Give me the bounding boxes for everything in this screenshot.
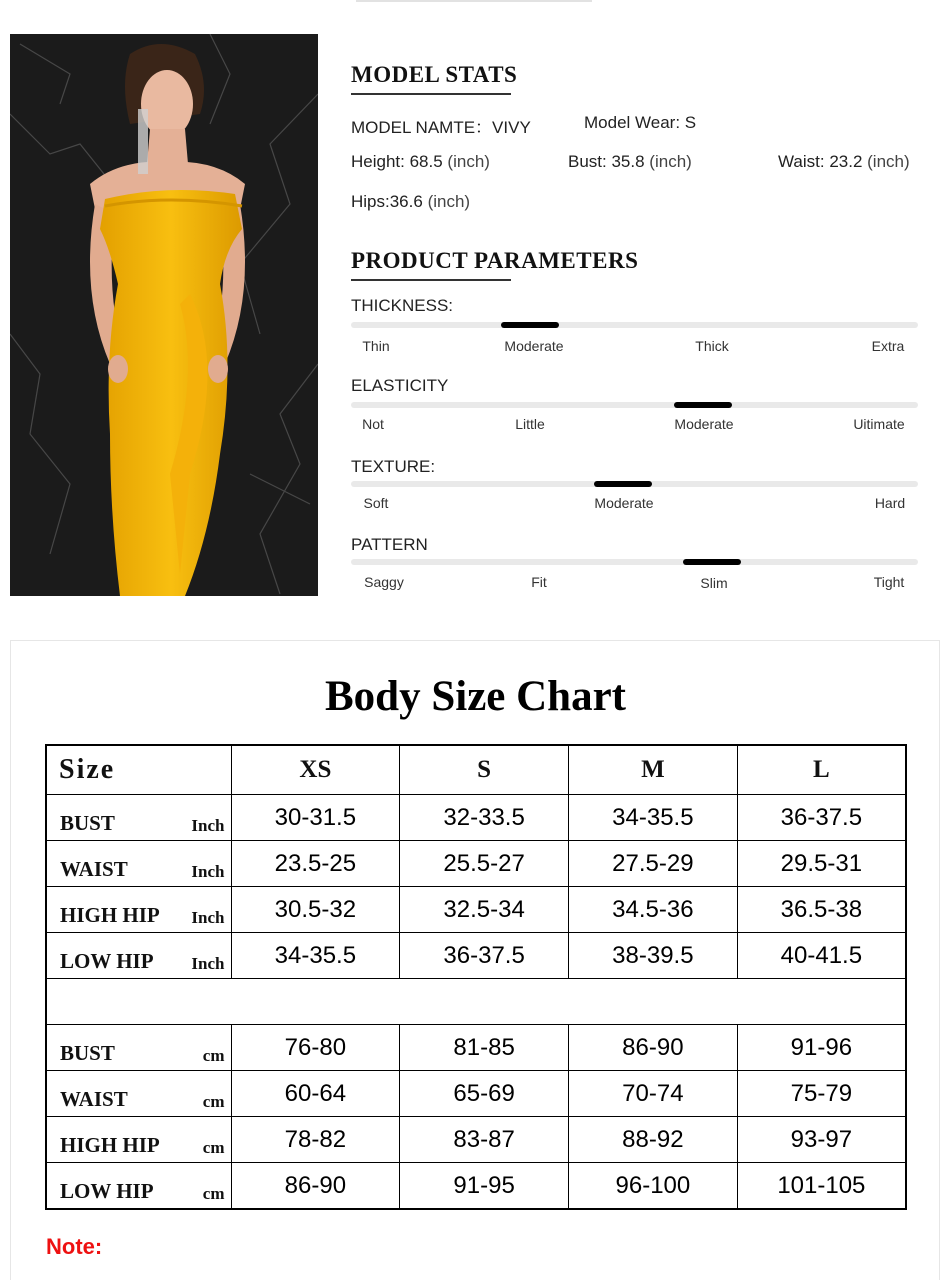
thickness-label: THICKNESS: [351, 296, 454, 315]
measure-unit: Inch [191, 816, 225, 835]
table-row [46, 1163, 906, 1210]
measure-name: HIGH HIP [60, 1133, 160, 1157]
size-header-row [46, 745, 906, 795]
table-cell: 23.5-25 [231, 841, 400, 887]
table-cell: 29.5-31 [737, 841, 906, 887]
row-label [46, 1163, 231, 1210]
model-hips [351, 192, 470, 212]
table-cell: 36.5-38 [737, 887, 906, 933]
table-cell: 81-85 [400, 1025, 569, 1071]
size-chart-title: Body Size Chart [325, 673, 626, 720]
thickness-option: Extra [871, 338, 905, 354]
table-cell: 70-74 [569, 1071, 738, 1117]
table-cell: 30.5-32 [231, 887, 400, 933]
model-waist [778, 152, 910, 172]
measure-unit: cm [202, 1184, 225, 1203]
measure-name: HIGH HIP [60, 903, 160, 927]
model-name: MODEL NAMTE：VIVY [351, 118, 531, 137]
elasticity-option: Moderate [674, 416, 734, 432]
model-height-value: Height: 68.5 [351, 152, 443, 171]
table-cell: 32.5-34 [400, 887, 569, 933]
table-cell: 101-105 [737, 1163, 906, 1210]
elasticity-option: Uitimate [853, 416, 905, 432]
table-cell: 86-90 [231, 1163, 400, 1210]
table-cell: 36-37.5 [400, 933, 569, 979]
row-label [46, 1071, 231, 1117]
model-hips-value: Hips:36.6 [351, 192, 423, 211]
table-cell: 34-35.5 [231, 933, 400, 979]
table-cell: 38-39.5 [569, 933, 738, 979]
thickness-option: Moderate [504, 338, 564, 354]
table-cell: 60-64 [231, 1071, 400, 1117]
pattern-option: Tight [873, 574, 905, 590]
note-label: Note: [46, 1234, 103, 1259]
thickness-option: Thin [362, 338, 390, 354]
table-row [46, 1025, 906, 1071]
table-cell: 88-92 [569, 1117, 738, 1163]
measure-unit: cm [202, 1138, 225, 1157]
table-cell: 34-35.5 [569, 795, 738, 841]
texture-option: Soft [363, 495, 389, 511]
pattern-option: Saggy [364, 574, 404, 590]
measure-name: LOW HIP [60, 949, 154, 973]
model-height-unit: (inch) [447, 152, 490, 171]
table-row [46, 795, 906, 841]
size-table [45, 744, 907, 1210]
measure-name: WAIST [60, 1087, 128, 1111]
row-label [46, 1117, 231, 1163]
measure-name: LOW HIP [60, 1179, 154, 1203]
table-cell: 27.5-29 [569, 841, 738, 887]
top-divider [356, 0, 592, 2]
texture-option: Hard [874, 495, 906, 511]
model-bust-value: Bust: 35.8 [568, 152, 645, 171]
table-row [46, 841, 906, 887]
model-hips-unit: (inch) [427, 192, 471, 211]
table-cell: 65-69 [400, 1071, 569, 1117]
model-waist-value: Waist: 23.2 [778, 152, 863, 171]
pattern-label: PATTERN [351, 535, 428, 554]
pattern-option: Slim [700, 575, 728, 591]
table-spacer [46, 979, 906, 1025]
texture-label: TEXTURE: [351, 457, 436, 476]
size-column-label: Size [46, 745, 231, 795]
row-label [46, 933, 231, 979]
texture-marker [594, 481, 652, 487]
table-cell: 91-95 [400, 1163, 569, 1210]
elasticity-option: Not [362, 416, 384, 432]
table-row [46, 887, 906, 933]
table-cell: 78-82 [231, 1117, 400, 1163]
model-wear: Model Wear: S [584, 113, 697, 132]
model-waist-unit: (inch) [867, 152, 910, 171]
measure-unit: cm [202, 1046, 225, 1065]
table-cell: 83-87 [400, 1117, 569, 1163]
pattern-marker [683, 559, 741, 565]
table-row [46, 1117, 906, 1163]
model-bust [568, 152, 692, 172]
model-stats-underline [351, 93, 511, 95]
measure-unit: cm [202, 1092, 225, 1111]
model-stats-heading: MODEL STATS [351, 62, 518, 87]
thickness-scale [351, 322, 918, 328]
pattern-option: Fit [531, 574, 547, 590]
measure-unit: Inch [191, 862, 225, 881]
pattern-scale [351, 559, 918, 565]
elasticity-marker [674, 402, 732, 408]
model-height [351, 152, 490, 172]
table-cell: 34.5-36 [569, 887, 738, 933]
measure-unit: Inch [191, 908, 225, 927]
table-cell: 75-79 [737, 1071, 906, 1117]
size-header: L [737, 745, 906, 795]
size-header: S [400, 745, 569, 795]
table-cell: 36-37.5 [737, 795, 906, 841]
table-row [46, 1071, 906, 1117]
table-cell: 91-96 [737, 1025, 906, 1071]
table-cell: 96-100 [569, 1163, 738, 1210]
texture-option: Moderate [594, 495, 654, 511]
row-label [46, 1025, 231, 1071]
table-row [46, 933, 906, 979]
row-label [46, 887, 231, 933]
elasticity-option: Little [515, 416, 545, 432]
table-cell: 76-80 [231, 1025, 400, 1071]
measure-name: BUST [60, 1041, 115, 1065]
table-spacer-row [46, 979, 906, 1025]
measure-name: WAIST [60, 857, 128, 881]
table-cell: 25.5-27 [400, 841, 569, 887]
elasticity-scale [351, 402, 918, 408]
product-photo [10, 34, 318, 596]
size-header: XS [231, 745, 400, 795]
size-header: M [569, 745, 738, 795]
product-parameters-heading: PRODUCT PARAMETERS [351, 248, 639, 273]
thickness-marker [501, 322, 559, 328]
product-parameters-underline [351, 279, 511, 281]
measure-name: BUST [60, 811, 115, 835]
thickness-option: Thick [695, 338, 729, 354]
table-cell: 40-41.5 [737, 933, 906, 979]
table-cell: 30-31.5 [231, 795, 400, 841]
table-cell: 93-97 [737, 1117, 906, 1163]
row-label [46, 841, 231, 887]
texture-scale [351, 481, 918, 487]
table-cell: 32-33.5 [400, 795, 569, 841]
row-label [46, 795, 231, 841]
elasticity-label: ELASTICITY [351, 376, 449, 395]
model-bust-unit: (inch) [649, 152, 692, 171]
measure-unit: Inch [191, 954, 225, 973]
table-cell: 86-90 [569, 1025, 738, 1071]
